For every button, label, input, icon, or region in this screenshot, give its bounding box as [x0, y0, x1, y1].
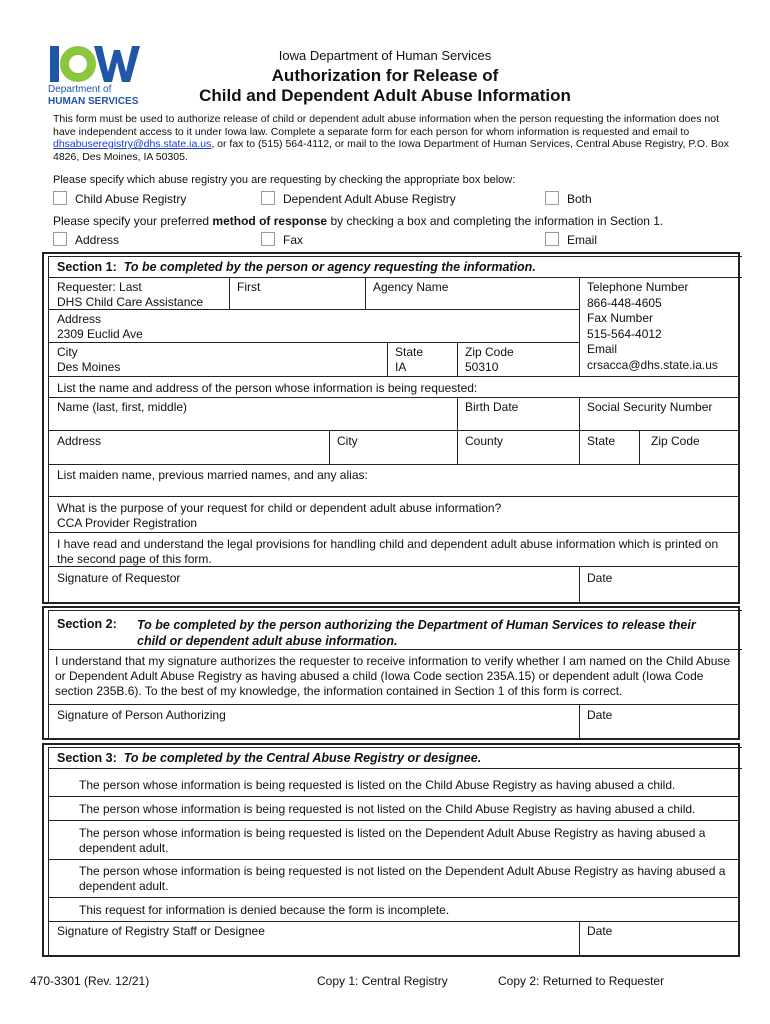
intro-paragraph — [53, 113, 733, 163]
authorizer-date-label: Date — [587, 708, 613, 722]
authorizer-signature-label: Signature of Person Authorizing — [57, 708, 226, 722]
requestor-signature-cell[interactable] — [53, 570, 573, 586]
city-label: City — [57, 345, 78, 359]
state-value: IA — [395, 360, 407, 374]
registry-date-cell[interactable] — [583, 923, 733, 939]
phone-label: Telephone Number — [587, 280, 689, 294]
registry-email-link[interactable]: dhsabuseregistry@dhs.state.ia.us — [53, 138, 212, 151]
authorization-text: I understand that my signature authorizes the requester to receive information to verify whether I am named on the Child Abuse or Dependent Adult Abuse Registry as having abused a child (Iowa Code section 235A.15) or dependent adult (Iowa Code section 235B.6). To the best of my knowledge, the information contained in Section 1 of this form is correct. — [55, 654, 731, 698]
maiden-label: List maiden name, previous married names, and any alias: — [57, 468, 368, 482]
s-state-label: State — [587, 434, 616, 448]
section-2 — [42, 606, 740, 740]
purpose-value: CCA Provider Registration — [57, 516, 198, 530]
s-address-label: Address — [57, 434, 102, 448]
registry-result-item[interactable]: The person whose information is being requested is listed on the Child Abuse Registry as having abused a child. — [79, 778, 676, 792]
section-1-title: Section 1: To be completed by the person or agency requesting the information. — [57, 260, 536, 274]
intro-text-2: , or fax to (515) 564-4112, or mail to the Iowa Department of Human Services, Central Abuse Registry, P.O. Box 4826, Des Moines, IA 50305. — [53, 138, 729, 163]
registry-option-child[interactable]: Child Abuse Registry — [53, 191, 186, 206]
authorizer-date-cell[interactable] — [583, 707, 733, 723]
registry-result-item[interactable]: The person whose information is being requested is not listed on the Child Abuse Registry as having abused a child. — [79, 802, 696, 816]
s-county-label: County — [465, 434, 504, 448]
registry-option-both[interactable]: Both — [545, 191, 592, 206]
section-3-header — [48, 747, 742, 769]
requester-last-label: Requester: Last — [57, 280, 142, 294]
email-value: crsacca@dhs.state.ia.us — [587, 357, 718, 372]
s-zip-label: Zip Code — [651, 434, 700, 448]
section-2-header — [48, 610, 742, 650]
requester-first-cell[interactable] — [233, 279, 363, 295]
registry-result-item[interactable]: This request for information is denied because the form is incomplete. — [79, 903, 450, 917]
logo-dept-text: Department of — [48, 84, 112, 95]
subject-state-cell[interactable] — [583, 433, 639, 449]
requester-last-cell[interactable] — [53, 279, 229, 310]
requestor-signature-label: Signature of Requestor — [57, 571, 181, 585]
checkbox-fax[interactable] — [261, 232, 275, 246]
checkbox-address[interactable] — [53, 232, 67, 246]
requestor-date-label: Date — [587, 571, 613, 585]
purpose-cell[interactable] — [53, 500, 733, 531]
checkbox-both-registry[interactable] — [545, 191, 559, 205]
registry-result-item[interactable]: The person whose information is being requested is not listed on the Dependent Adult Abuse Registry as having abused a dependent adult. — [79, 864, 726, 893]
requester-address-cell[interactable] — [53, 311, 573, 342]
form-title-line1: Authorization for Release of — [271, 66, 499, 85]
fax-label: Fax Number — [587, 311, 654, 325]
fax-value: 515-564-4012 — [587, 326, 662, 341]
response-prompt: Please specify your preferred method of response by checking a box and completing the information in Section 1. — [53, 214, 664, 228]
address-label: Address — [57, 312, 102, 326]
subject-prompt: List the name and address of the person whose information is being requested: — [57, 381, 478, 395]
response-option-address[interactable]: Address — [53, 232, 119, 247]
contact-cell[interactable] — [583, 279, 739, 373]
registry-option-adult[interactable]: Dependent Adult Abuse Registry — [261, 191, 456, 206]
registry-prompt: Please specify which abuse registry you are requesting by checking the appropriate box below: — [53, 174, 516, 186]
department-name: Iowa Department of Human Services — [278, 48, 492, 63]
section-1-header — [48, 256, 742, 278]
registry-options — [53, 191, 733, 207]
copy-1-note: Copy 1: Central Registry — [317, 974, 448, 988]
registry-result-item[interactable]: The person whose information is being requested is listed on the Dependent Adult Abuse Registry as having abused a dependent adult. — [79, 826, 706, 855]
city-value: Des Moines — [57, 360, 121, 374]
registry-date-label: Date — [587, 924, 613, 938]
form-number: 470-3301 (Rev. 12/21) — [30, 974, 150, 988]
response-option-email[interactable]: Email — [545, 232, 597, 247]
section-1 — [42, 252, 740, 604]
birth-label: Birth Date — [465, 400, 519, 414]
zip-label: Zip Code — [465, 345, 514, 359]
section-3 — [42, 743, 740, 957]
phone-value: 866-448-4605 — [587, 295, 662, 310]
iowa-dhs-logo — [44, 40, 144, 112]
agency-name-cell[interactable] — [369, 279, 577, 295]
registry-signature-label: Signature of Registry Staff or Designee — [57, 924, 265, 938]
state-label: State — [395, 345, 424, 359]
section-1-grid — [48, 278, 739, 602]
checkbox-email[interactable] — [545, 232, 559, 246]
requester-state-cell[interactable] — [391, 344, 455, 375]
name-label: Name (last, first, middle) — [57, 400, 188, 414]
section-3-body — [48, 769, 739, 955]
registry-signature-cell[interactable] — [53, 923, 573, 939]
subject-address-cell[interactable] — [53, 433, 323, 449]
intro-text-1: This form must be used to authorize release of child or dependent adult abuse information when the person requesting the information does not have independent access to it under Iowa law. Complete a separate form for each person for whom information is requested and email to — [53, 113, 719, 138]
form-title — [150, 66, 620, 106]
email-label: Email — [587, 342, 618, 356]
subject-name-cell[interactable] — [53, 399, 453, 415]
subject-city-cell[interactable] — [333, 433, 453, 449]
subject-county-cell[interactable] — [461, 433, 577, 449]
response-option-fax[interactable]: Fax — [261, 232, 303, 247]
s-city-label: City — [337, 434, 358, 448]
section-2-heading: To be completed by the person authorizing the Department of Human Services to release their child or dependent adult abuse information. — [137, 618, 696, 648]
purpose-label: What is the purpose of your request for child or dependent adult abuse information? — [57, 501, 502, 515]
first-label: First — [237, 280, 261, 294]
requester-zip-cell[interactable] — [461, 344, 577, 375]
copy-2-note: Copy 2: Returned to Requester — [498, 974, 665, 988]
checkbox-adult-registry[interactable] — [261, 191, 275, 205]
checkbox-child-registry[interactable] — [53, 191, 67, 205]
section-2-body — [48, 650, 739, 738]
requester-last-value: DHS Child Care Assistance — [57, 295, 204, 309]
agency-label: Agency Name — [373, 280, 449, 294]
ssn-label: Social Security Number — [587, 400, 713, 414]
requestor-date-cell[interactable] — [583, 570, 733, 586]
form-title-line2: Child and Dependent Adult Abuse Information — [199, 86, 571, 105]
section-3-title: Section 3: To be completed by the Central Abuse Registry or designee. — [57, 751, 482, 765]
legal-statement: I have read and understand the legal provisions for handling child and dependent adult abuse information which is printed on the second page of this form. — [57, 537, 719, 566]
maiden-names-cell[interactable] — [53, 467, 733, 483]
authorizer-signature-cell[interactable] — [53, 707, 573, 723]
logo-hs-text: HUMAN SERVICES — [48, 96, 139, 107]
zip-value: 50310 — [465, 360, 499, 374]
requester-city-cell[interactable] — [53, 344, 383, 375]
section-2-label: Section 2: — [57, 617, 117, 631]
address-value: 2309 Euclid Ave — [57, 327, 143, 341]
response-options — [53, 232, 733, 248]
subject-zip-cell[interactable] — [647, 433, 737, 449]
subject-ssn-cell[interactable] — [583, 399, 739, 415]
subject-birth-cell[interactable] — [461, 399, 577, 415]
